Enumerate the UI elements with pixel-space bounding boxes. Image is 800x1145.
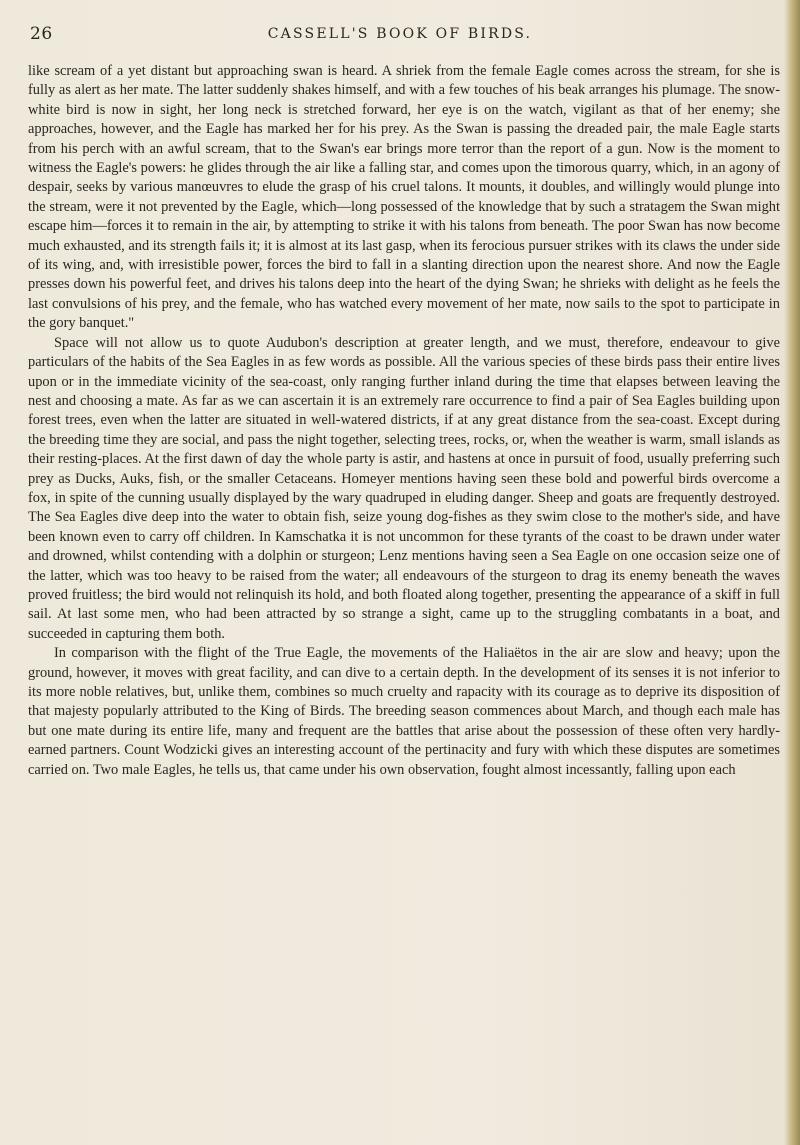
page-header: [24, 14, 776, 48]
running-head: CASSELL'S BOOK OF BIRDS.: [267, 26, 533, 42]
page-edge-shadow: [784, 0, 800, 1145]
body-text: [28, 62, 780, 780]
paragraph-2: Space will not allow us to quote Audubon's description at greater length, and we must, therefore, endeavour to give particulars of the habits of the Sea Eagles in as few words as possible. All the various species of these birds pass their entire lives upon or in the immediate vicinity of the sea-coast, only ranging further inland during the time that elapses between leaving the nest and choosing a mate. As far as we can ascertain it is an extremely rare occurrence to find a pair of Sea Eagles building upon forest trees, even when the latter are situated in well-watered districts, if at any great distance from the sea-coast. Except during the breeding time they are social, and pass the night together, selecting trees, rocks, or, when the weather is warm, small islands as their resting-places. At the first dawn of day the whole party is astir, and hastens at once in pursuit of food, usually preferring such prey as Ducks, Auks, fish, or the smaller Cetaceans. Homeyer mentions having seen these bold and powerful birds overcome a fox, in spite of the cunning usually displayed by the wary quadruped in eluding danger. Sheep and goats are frequently destroyed. The Sea Eagles dive deep into the water to obtain fish, seize young dog-fishes as they swim close to the mother's side, and have been known even to carry off children. In Kamschatka it is not uncommon for these tyrants of the coast to be drawn under water and drowned, whilst contending with a dolphin or sturgeon; Lenz mentions having seen a Sea Eagle on one occasion seize one of the latter, which was too heavy to be raised from the water; all endeavours of the sturgeon to drag its enemy beneath the waves proved fruitless; the bird would not relinquish its hold, and both floated along together, presenting the appearance of a skiff in full sail. At last some men, who had been attracted by so strange a sight, came up to the struggling combatants in a boat, and succeeded in capturing them both.: [28, 334, 780, 642]
paragraph-3: In comparison with the flight of the True Eagle, the movements of the Haliaëtos in the air are slow and heavy; upon the ground, however, it moves with great facility, and can dive to a certain depth. In the development of its senses it is not inferior to its more noble relatives, but, unlike them, combines so much cruelty and rapacity with its courage as to deprive its disposition of that majesty popularly attributed to the King of Birds. The breeding season commences about March, and though each male has but one mate during its entire life, many and frequent are the battles that arise about the possession of these often very hardly-earned partners. Count Wodzicki gives an interesting account of the pertinacity and fury with which these disputes are sometimes carried on. Two male Eagles, he tells us, that came under his own observation, fought almost incessantly, falling upon each: [28, 645, 780, 778]
page-number: 26: [30, 24, 53, 44]
paragraph-1: like scream of a yet distant but approaching swan is heard. A shriek from the female Eagle comes across the stream, for she is fully as alert as her mate. The latter suddenly shakes himself, and with a few touches of his beak arranges his plumage. The snow-white bird is now in sight, her long neck is stretched forward, her eye is on the watch, vigilant as that of her enemy; she approaches, however, and the Eagle has marked her for his prey. As the Swan is passing the dreaded pair, the male Eagle starts from his perch with an awful scream, that to the Swan's ear brings more terror than the report of a gun. Now is the moment to witness the Eagle's powers: he glides through the air like a falling star, and comes upon the timorous quarry, which, in an agony of despair, seeks by various manœuvres to elude the grasp of his cruel talons. It mounts, it doubles, and willingly would plunge into the stream, were it not prevented by the Eagle, which—long possessed of the knowledge that by such a stratagem the Swan might escape him—forces it to remain in the air, by attempting to strike it with his talons from beneath. The poor Swan has now become much exhausted, and its strength fails it; it is almost at its last gasp, when its ferocious pursuer strikes with its claws the under side of its wing, and, with irresistible power, forces the bird to fall in a slanting direction upon the nearest shore. And now the Eagle presses down his powerful feet, and drives his talons deep into the heart of the dying Swan; he shrieks with delight as he feels the last convulsions of his prey, and the female, who has watched every movement of her mate, now sails to the spot to participate in the gory banquet.": [28, 63, 780, 332]
